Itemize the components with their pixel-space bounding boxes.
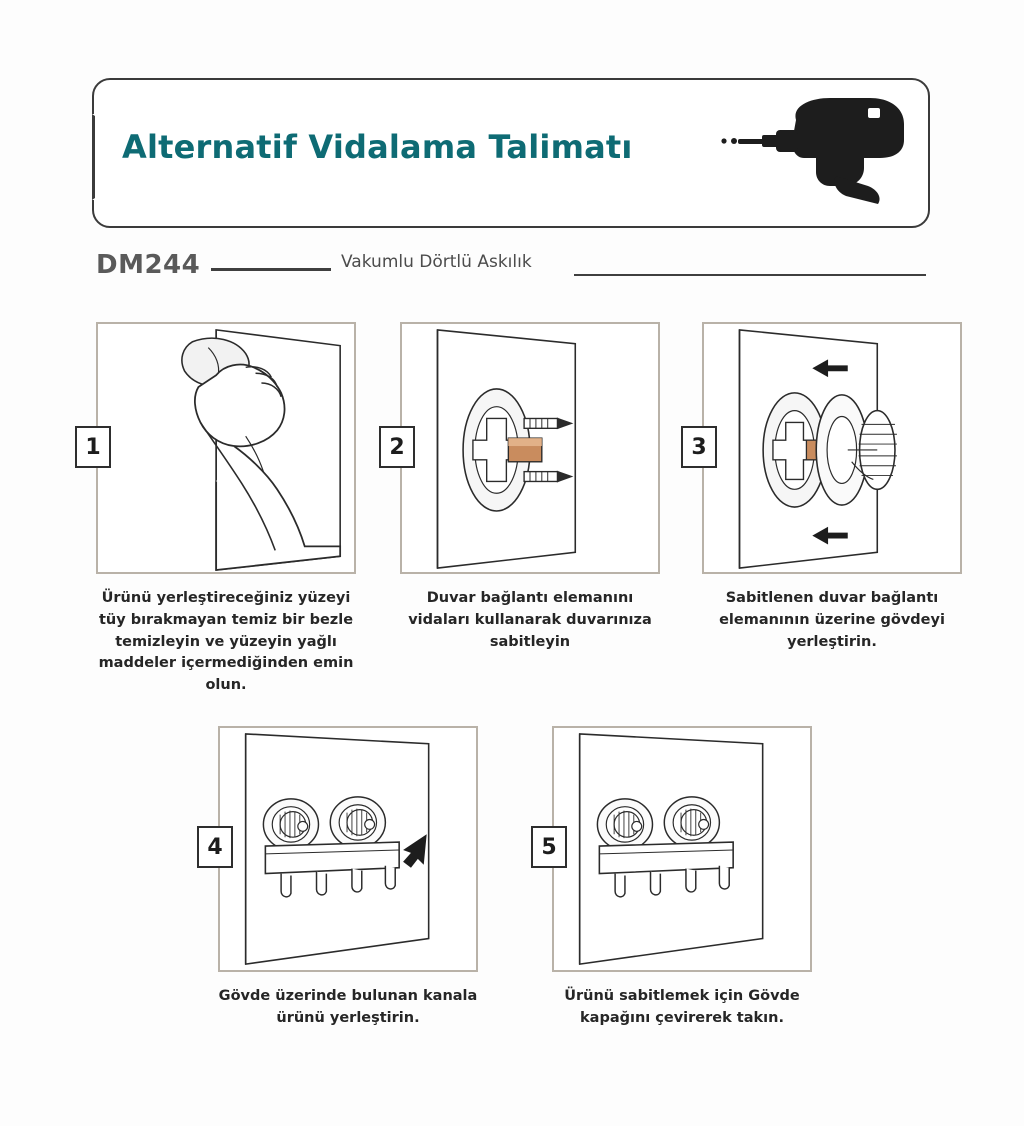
- header-banner: [92, 78, 930, 228]
- rule-left: [211, 268, 331, 271]
- step-4: [207, 726, 478, 1030]
- body-onto-wall-mount-illustration: [702, 322, 962, 574]
- page-title: Alternatif Vidalama Talimatı: [122, 128, 633, 166]
- step-3: [691, 322, 962, 653]
- step-4-number: 4: [197, 826, 233, 868]
- step-4-caption: Gövde üzerinde bulunan kanala ürünü yerleştirin.: [218, 988, 478, 1026]
- product-name: Vakumlu Dörtlü Askılık: [341, 252, 532, 272]
- product-code: DM244: [96, 250, 201, 280]
- step-2: [389, 322, 660, 653]
- product-identity-row: [96, 248, 926, 288]
- step-3-caption: Sabitlenen duvar bağlantı elemanının üzerine gövdeyi yerleştirin.: [719, 590, 945, 650]
- step-5-number: 5: [531, 826, 567, 868]
- step-5-caption: Ürünü sabitlemek için Gövde kapağını çevirerek takın.: [564, 988, 800, 1026]
- step-1: [85, 322, 356, 697]
- step-2-caption: Duvar bağlantı elemanını vidaları kullanarak duvarınıza sabitleyin: [408, 590, 652, 650]
- hand-wiping-surface-illustration: [96, 322, 356, 574]
- rule-right: [574, 274, 926, 276]
- step-3-number: 3: [681, 426, 717, 468]
- step-1-caption: Ürünü yerleştireceğiniz yüzeyi tüy bırakmayan temiz bir bezle temizleyin ve yüzeyin yağlı maddeler içermediğinden emin olun.: [98, 590, 354, 693]
- drill-icon: [718, 94, 908, 204]
- wall-mount-with-screws-illustration: [400, 322, 660, 574]
- step-1-number: 1: [75, 426, 111, 468]
- rack-into-channel-illustration: [218, 726, 478, 972]
- banner-left-tab: [92, 114, 105, 200]
- turn-body-cap-illustration: [552, 726, 812, 972]
- step-5: [541, 726, 812, 1030]
- step-2-number: 2: [379, 426, 415, 468]
